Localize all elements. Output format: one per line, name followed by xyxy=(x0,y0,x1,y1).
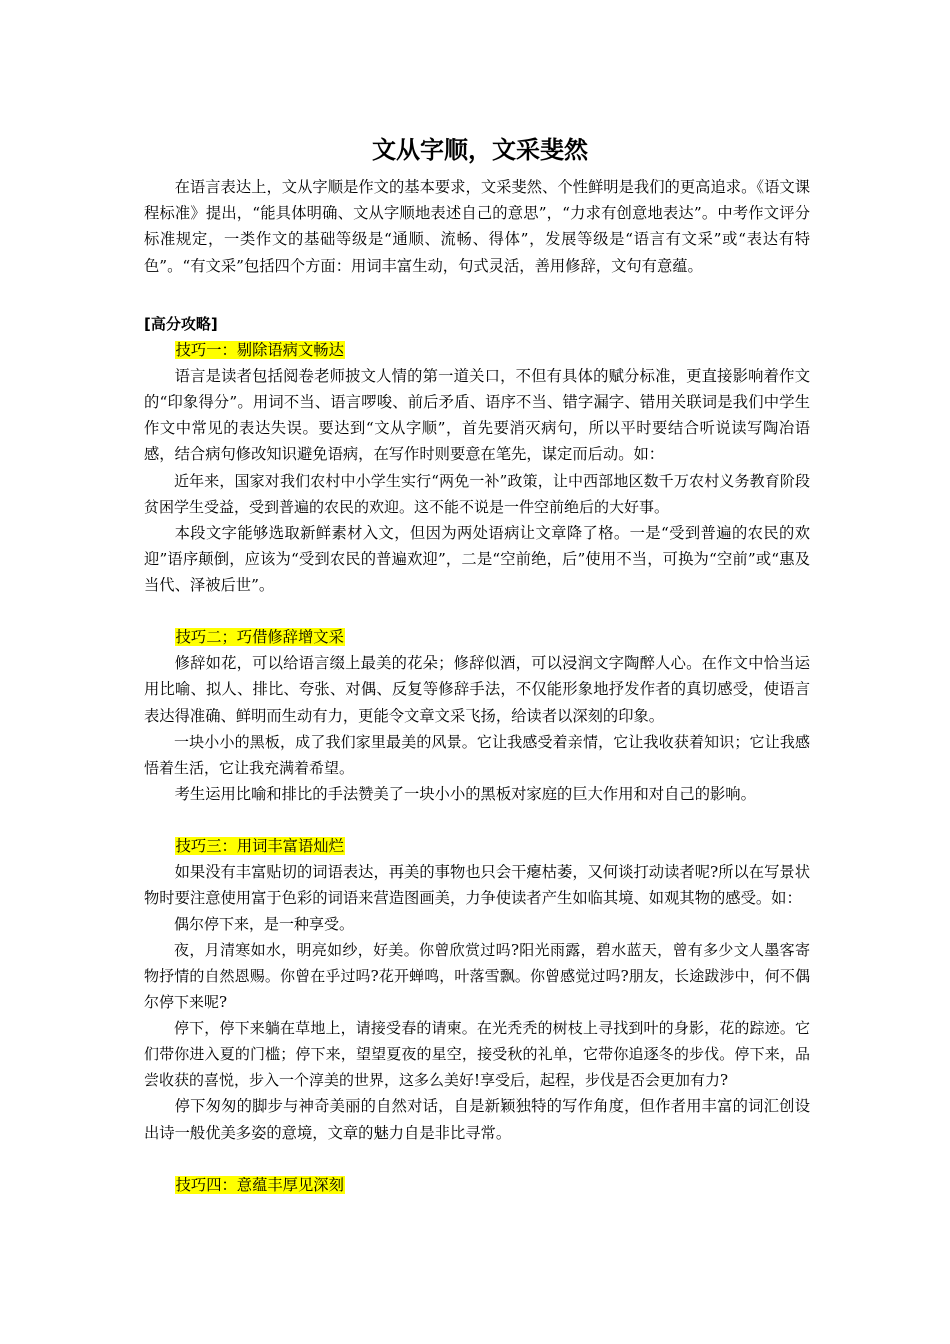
example-paragraph: 停下，停下来躺在草地上，请接受春的请柬。在光秃秃的树枝上寻找到叶的身影，花的踪迹。它们带你进入夏的门槛；停下来，望望夏夜的星空，接受秋的礼单，它带你追逐冬的步伐。停下来，品尝收获的喜悦，步入一个淳美的世界，这多么美好!享受后，起程，步伐是否会更加有力? xyxy=(144,1019,810,1090)
tip-heading-highlight: 技巧三：用词丰富语灿烂 xyxy=(175,837,344,856)
section-gap xyxy=(144,807,810,833)
body-paragraph: 本段文字能够选取新鲜素材入文，但因为两处语病让文章降了格。一是“受到普遍的农民的欢迎”语序颠倒，应该为“受到农民的普遍欢迎”，二是“空前绝，后”使用不当，可换为“空前”或“惠及当代、泽被后世”。 xyxy=(144,523,810,595)
body-paragraph: 考生运用比喻和排比的手法赞美了一块小小的黑板对家庭的巨大作用和对自己的影响。 xyxy=(174,784,756,803)
tip-heading xyxy=(144,833,810,859)
section-gap xyxy=(144,1146,810,1172)
tip-heading xyxy=(144,1172,810,1198)
intro-paragraph: 在语言表达上，文从字顺是作文的基本要求，文采斐然、个性鲜明是我们的更高追求。《语文课程标准》提出，“能具体明确、文从字顺地表述自己的意思”，“力求有创意地表达”。中考作文评分标准规定，一类作文的基础等级是“通顺、流畅、得体”，发展等级是“语言有文采”或“表达有特色”。“有文采”包括四个方面：用词丰富生动，句式灵活，善用修辞，文句有意蕴。 xyxy=(144,178,810,275)
body-paragraph: 语言是读者包括阅卷老师披文人情的第一道关口，不但有具体的赋分标准，更直接影响着作文的“印象得分”。用词不当、语言啰唆、前后矛盾、语序不当、错字漏字、错用关联词是我们中学生作文中常见的表达失误。要达到“文从字顺”，首先要消灭病句，所以平时要结合听说读写陶冶语感，结合病句修改知识避免语病，在写作时则要意在笔先，谋定而后动。如： xyxy=(144,366,810,464)
tips-container xyxy=(144,337,810,1198)
tip-heading-highlight: 技巧四：意蕴丰厚见深刻 xyxy=(175,1175,344,1194)
example-paragraph: 一块小小的黑板，成了我们家里最美的风景。它让我感受着亲情，它让我收获着知识；它让我感悟着生活，它让我充满着希望。 xyxy=(144,732,810,777)
example-paragraph: 夜，月清寒如水，明亮如纱，好美。你曾欣赏过吗?阳光雨露，碧水蓝天，曾有多少文人墨客寄物抒情的自然恩赐。你曾在乎过吗?花开蝉鸣，叶落雪飘。你曾感觉过吗?朋友，长途跋涉中，何不偶尔停下来呢? xyxy=(144,941,810,1012)
tip-heading xyxy=(144,337,810,363)
body-paragraph: 如果没有丰富贴切的词语表达，再美的事物也只会干瘪枯萎，又何谈打动读者呢?所以在写景状物时要注意使用富于色彩的词语来营造图画美，力争使读者产生如临其境、如观其物的感受。如： xyxy=(144,863,810,908)
document-title: 文从字顺，文采斐然 xyxy=(372,136,588,164)
body-paragraph: 停下匆匆的脚步与神奇美丽的自然对话，自是新颖独特的写作角度，但作者用丰富的词汇创设出诗一般优美多姿的意境，文章的魅力自是非比寻常。 xyxy=(144,1097,810,1142)
document-page xyxy=(144,132,810,1198)
tip-heading xyxy=(144,624,810,650)
body-paragraph: 修辞如花，可以给语言缀上最美的花朵；修辞似酒，可以浸润文字陶醉人心。在作文中恰当运用比喻、拟人、排比、夸张、对偶、反复等修辞手法，不仅能形象地抒发作者的真切感受，使语言表达得准确、鲜明而生动有力，更能令文章文采飞扬，给读者以深刻的印象。 xyxy=(144,654,810,725)
example-paragraph: 近年来，国家对我们农村中小学生实行“两免一补”政策，让中西部地区数千万农村义务教育阶段贫困学生受益，受到普遍的农民的欢迎。这不能不说是一件空前绝后的大好事。 xyxy=(144,471,810,516)
section-gap xyxy=(144,598,810,624)
tip-heading-highlight: 技巧一：剔除语病文畅达 xyxy=(175,340,344,359)
section-label: [高分攻略] xyxy=(144,314,218,333)
example-paragraph: 偶尔停下来，是一种享受。 xyxy=(174,915,355,934)
tip-heading-highlight: 技巧二；巧借修辞增文采 xyxy=(175,628,344,647)
